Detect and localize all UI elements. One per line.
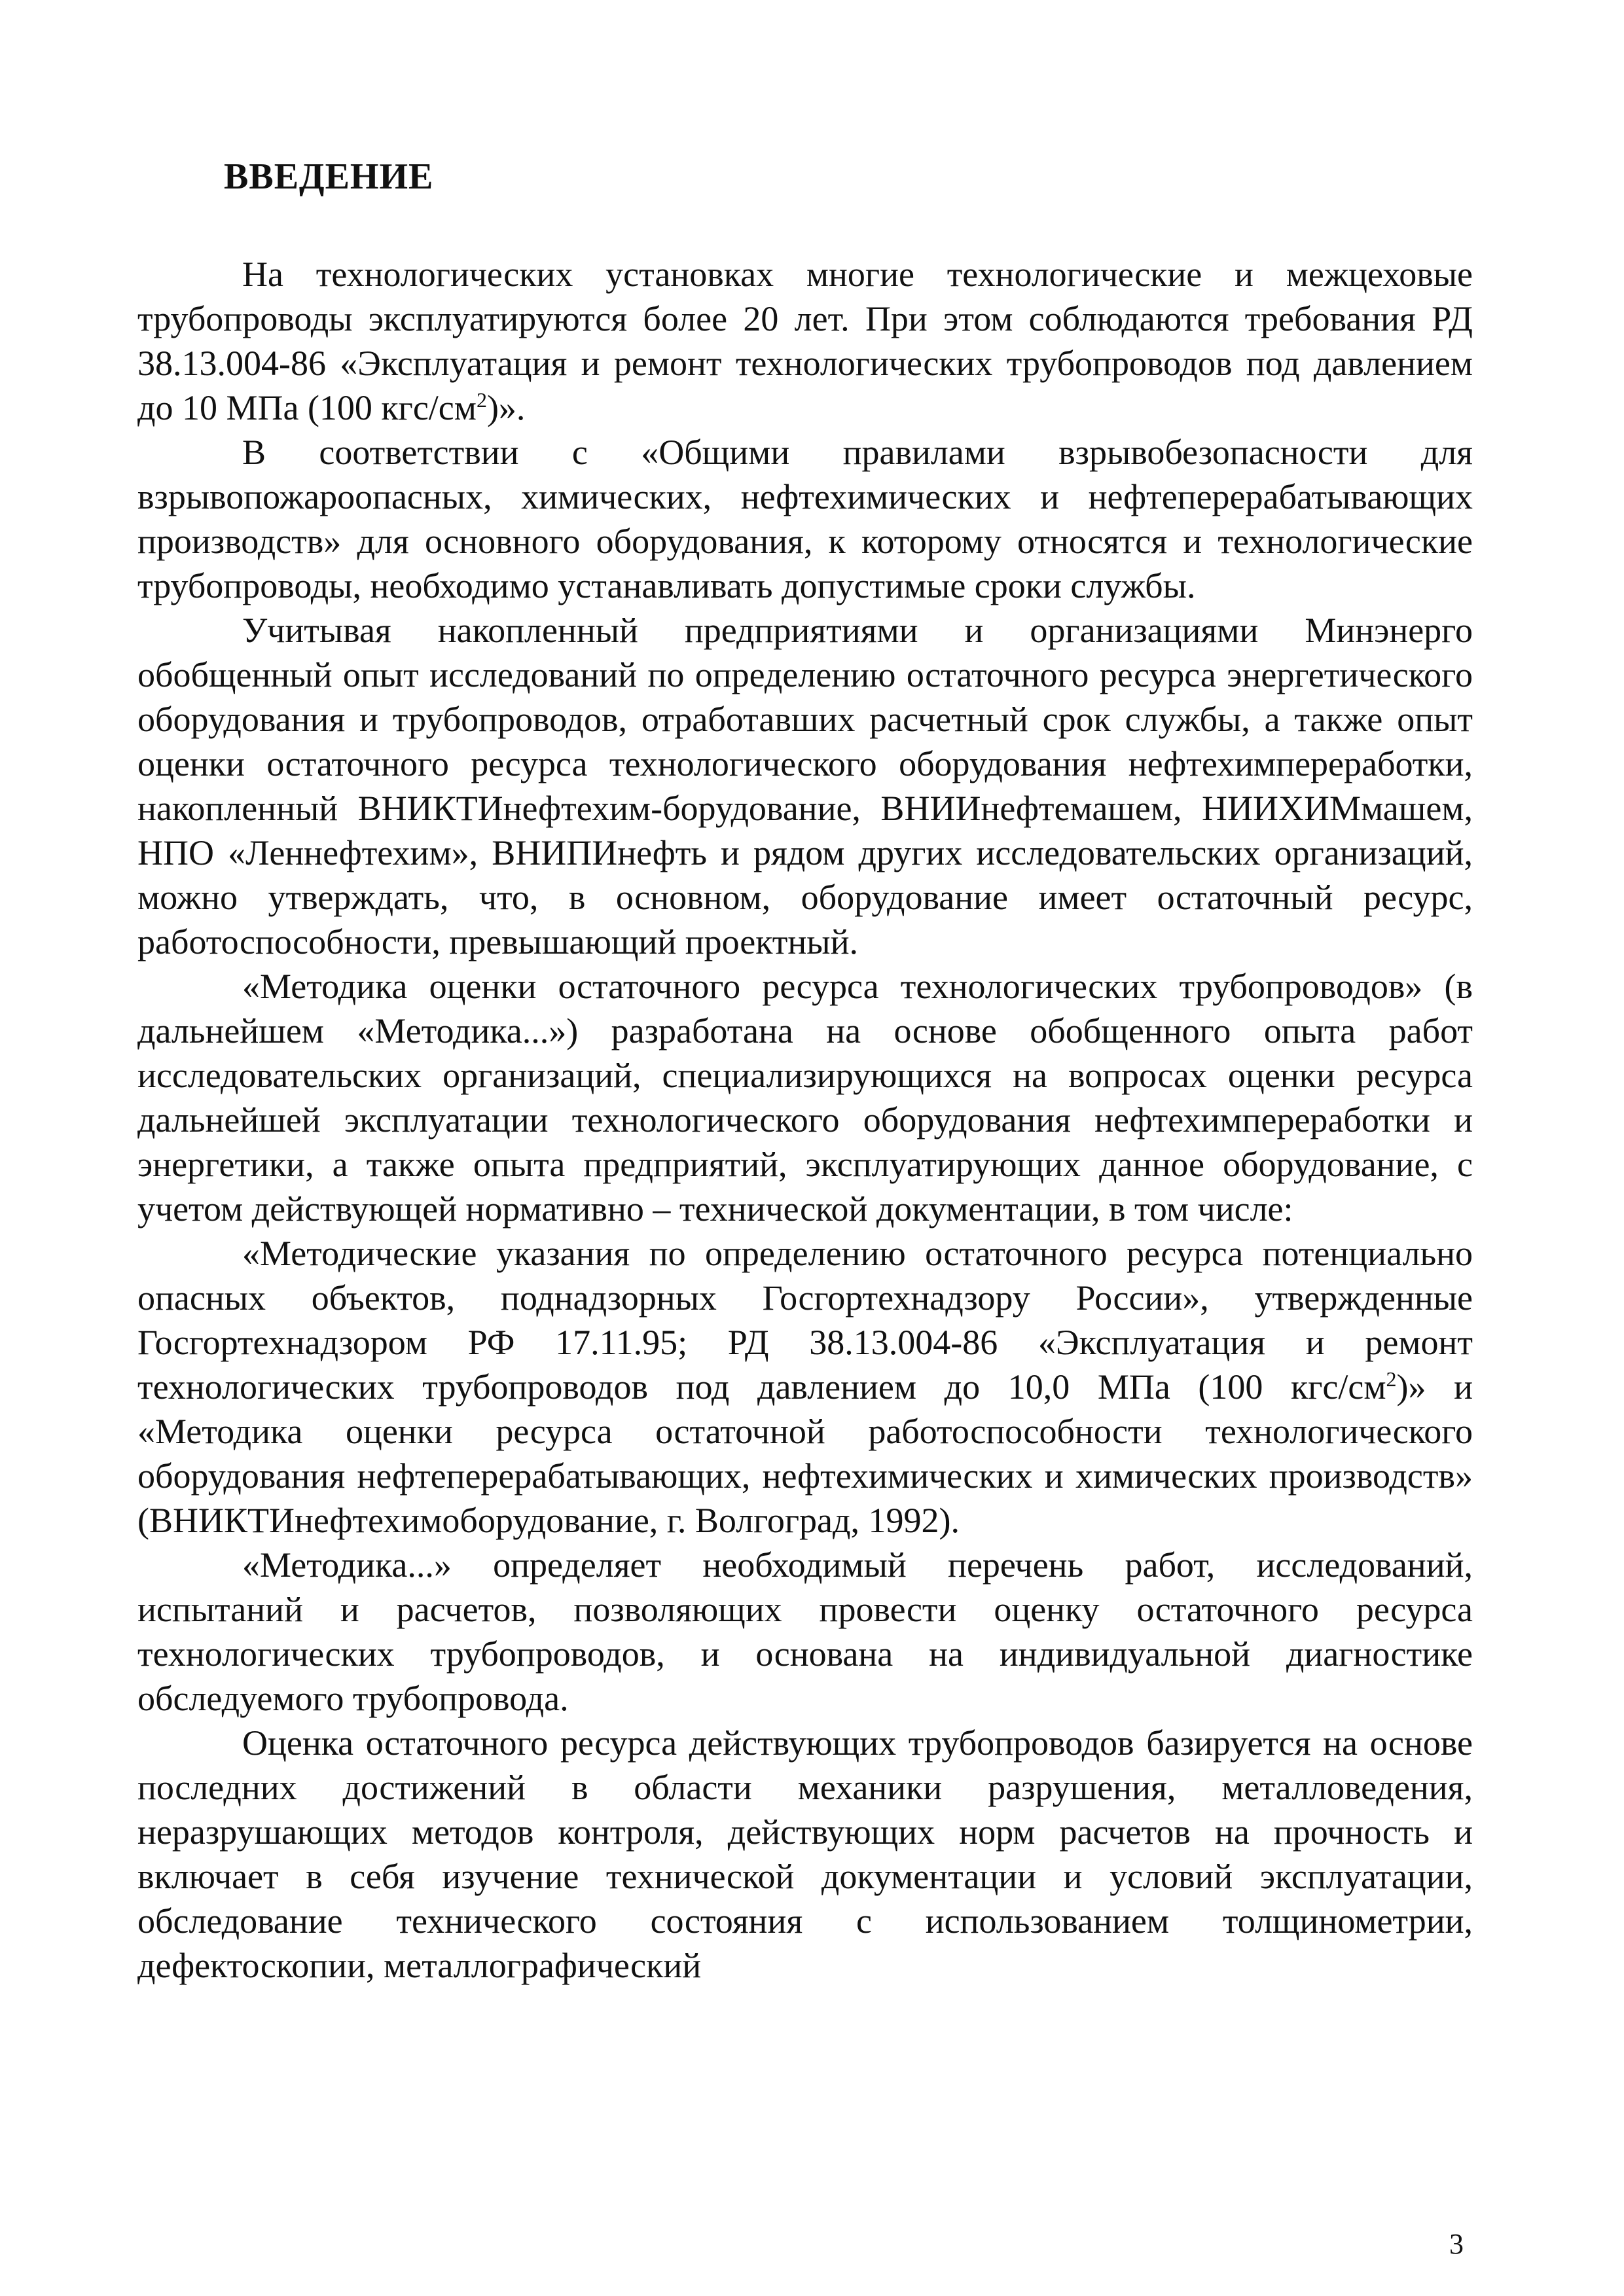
document-body bbox=[137, 252, 1473, 1988]
paragraph-2 bbox=[137, 430, 1473, 608]
paragraph-text: «Методика...» определяет необходимый перечень работ, исследований, испытаний и расчетов, позволяющих провести оценку остаточного ресурса технологических трубопроводов, и основана на индивидуальной диагностике обследуемого трубопровода. bbox=[137, 1545, 1473, 1718]
paragraph-4 bbox=[137, 964, 1473, 1231]
paragraph-1 bbox=[137, 252, 1473, 430]
paragraph-7 bbox=[137, 1721, 1473, 1988]
paragraph-text: На технологических установках многие технологические и межцеховые трубопроводы эксплуатируются более 20 лет. При этом соблюдаются требования РД 38.13.004-86 «Эксплуатация и ремонт технологических трубопроводов под давлением до 10 МПа (100 кгс/см bbox=[137, 255, 1473, 427]
paragraph-5 bbox=[137, 1231, 1473, 1543]
paragraph-text: Учитывая накопленный предприятиями и организациями Минэнерго обобщенный опыт исследований по определению остаточного ресурса энергетического оборудования и трубопроводов, отработавших расчетный срок службы, а также опыт оценки остаточного ресурса технологического оборудования нефтехимпереработки, накопленный ВНИКТИнефтехим-борудование, ВНИИнефтемашем, НИИХИМмашем, НПО «Леннефтехим», ВНИПИнефть и рядом других исследовательских организаций, можно утверждать, что, в основном, оборудование имеет остаточный ресурс, работоспособности, превышающий проектный. bbox=[137, 611, 1473, 961]
paragraph-text-tail: )». bbox=[486, 388, 526, 427]
superscript: 2 bbox=[476, 388, 487, 412]
paragraph-text: «Методика оценки остаточного ресурса технологических трубопроводов» (в дальнейшем «Методика...») разработана на основе обобщенного опыта работ исследовательских организаций, специализирующихся на вопросах оценки ресурса дальнейшей эксплуатации технологического оборудования нефтехимпереработки и энергетики, а также опыта предприятий, эксплуатирующих данное оборудование, с учетом действующей нормативно – технической документации, в том числе: bbox=[137, 967, 1473, 1229]
paragraph-text: Оценка остаточного ресурса действующих трубопроводов базируется на основе последних достижений в области механики разрушения, металловедения, неразрушающих методов контроля, действующих норм расчетов на прочность и включает в себя изучение технической документации и условий эксплуатации, обследование технического состояния с использованием толщинометрии, дефектоскопии, металлографический bbox=[137, 1723, 1473, 1985]
paragraph-text-tail: )» и «Методика оценки ресурса остаточной работоспособности технологического оборудования нефтеперерабатывающих, нефтехимических и химических производств» (ВНИКТИнефтехимоборудование, г. Волгоград, 1992). bbox=[137, 1367, 1473, 1540]
paragraph-6 bbox=[137, 1543, 1473, 1721]
paragraph-text: В соответствии с «Общими правилами взрывобезопасности для взрывопожароопасных, химических, нефтехимических и нефтеперерабатывающих производств» для основного оборудования, к которому относятся и технологические трубопроводы, необходимо устанавливать допустимые сроки службы. bbox=[137, 433, 1473, 605]
superscript: 2 bbox=[1386, 1367, 1397, 1391]
paragraph-text: «Методические указания по определению остаточного ресурса потенциально опасных объектов, поднадзорных Госгортехнадзору России», утвержденные Госгортехнадзором РФ 17.11.95; РД 38.13.004-86 «Эксплуатация и ремонт технологических трубопроводов под давлением до 10,0 МПа (100 кгс/см bbox=[137, 1234, 1473, 1407]
page-title: ВВЕДЕНИЕ bbox=[224, 156, 434, 197]
paragraph-3 bbox=[137, 608, 1473, 964]
page-number: 3 bbox=[1449, 2228, 1464, 2260]
